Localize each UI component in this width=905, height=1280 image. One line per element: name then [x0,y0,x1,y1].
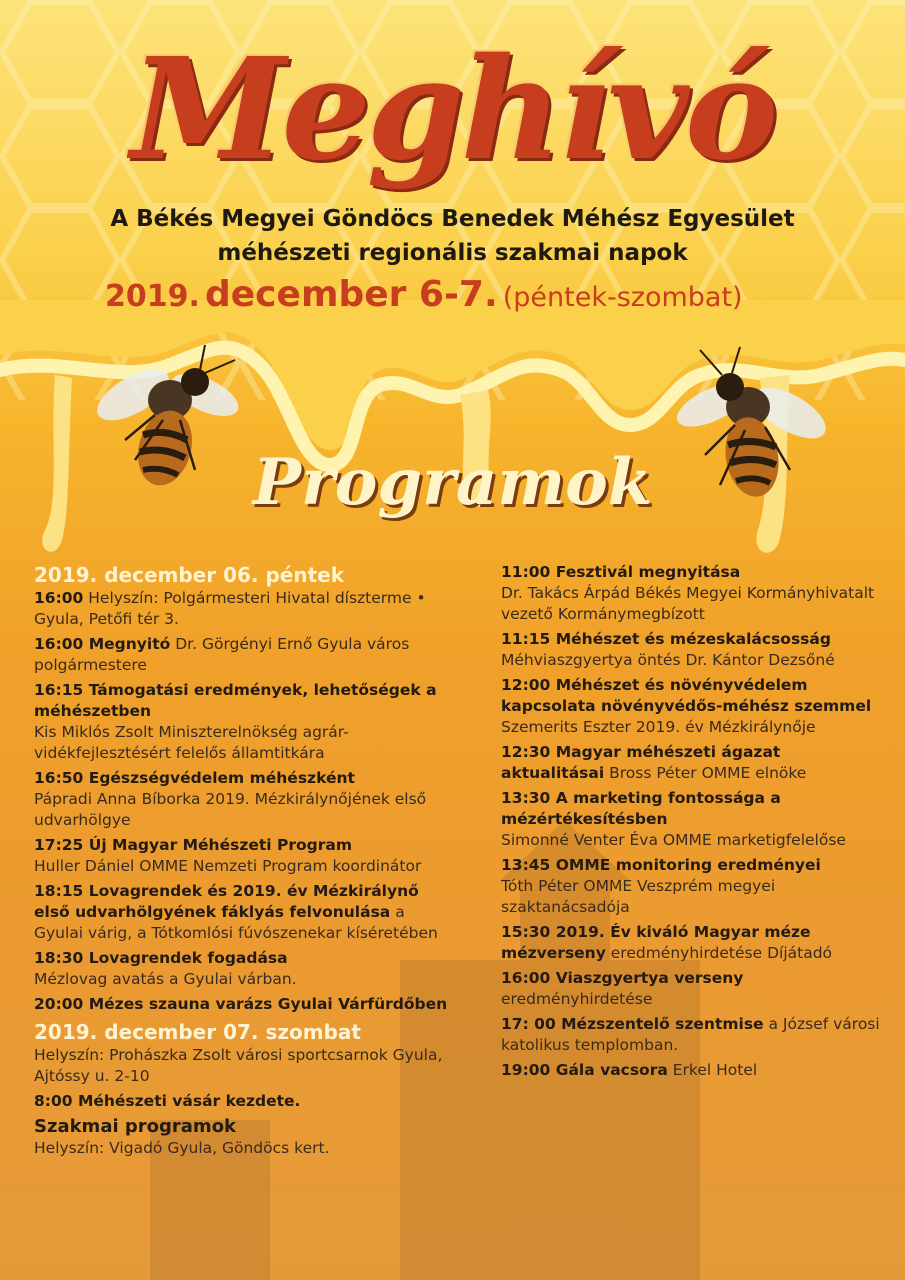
program-item [501,968,881,1010]
program-item [501,788,881,851]
item-details: Kis Miklós Zsolt Miniszterelnökség agrár-vidékfejlesztésért felelős államtitkára [34,723,349,762]
item-details: Mézlovag avatás a Gyulai várban. [34,970,297,988]
program-item [34,634,454,676]
item-time-title: 17: 00 Mézszentelő szentmise [501,1015,764,1033]
market-opening: 8:00 Méhészeti vásár kezdete. [34,1092,301,1110]
organizer-name: A Békés Megyei Göndöcs Benedek Méhész Egyesület [110,206,795,232]
item-time-title: 17:25 Új Magyar Méhészeti Program [34,836,352,854]
program-item [34,680,454,764]
item-details: Simonné Venter Éva OMME marketigfelelőse [501,831,846,849]
item-time-title: 16:00 [34,589,84,607]
item-time-title: 13:45 OMME monitoring eredményei [501,856,821,874]
program-item [501,675,881,738]
item-time-title: 18:15 Lovagrendek és 2019. év Mézkirálynő első udvarhölgyének fáklyás felvonulása [34,882,419,921]
item-details: a Gyulai várig, a Tótkomlósi fúvószenekar kíséretében [34,903,438,942]
program-item [34,768,454,831]
item-details: Helyszín: Polgármesteri Hivatal díszterme • Gyula, Petőfi tér 3. [34,589,426,628]
program-item [501,1060,881,1081]
program-item [501,855,881,918]
item-details: Méhviaszgyertya öntés Dr. Kántor Dezsőné [501,651,835,669]
professional-programs-heading: Szakmai programok [34,1116,237,1137]
program-column-right [501,562,881,1085]
item-details: Huller Dániel OMME Nemzeti Program koordinátor [34,857,422,875]
event-date-main: december 6-7. [205,274,498,315]
item-details: Szemerits Eszter 2019. év Mézkirálynője [501,718,816,736]
item-details: Dr. Takács Árpád Békés Megyei Kormányhivatalt vezető Kormánymegbízott [501,584,875,623]
item-details: eredményhirdetése Díjátadó [605,944,833,962]
day2-heading: 2019. december 07. szombat [34,1020,361,1044]
event-date-year: 2019. [105,279,200,314]
item-details: Tóth Péter OMME Veszprém megyei szaktanácsadója [501,877,776,916]
item-details: eredményhirdetése [501,990,653,1008]
item-time-title: 13:30 A marketing fontossága a mézértékesítésben [501,789,781,828]
item-time-title: 11:00 Fesztivál megnyitása [501,563,741,581]
item-time-title: 16:50 Egészségvédelem méhészként [34,769,355,787]
program-item [501,562,881,625]
item-time-title: 16:00 Megnyitó [34,635,171,653]
program-item [501,629,881,671]
item-time-title: 16:00 Viaszgyertya verseny [501,969,744,987]
program-item [34,881,454,944]
event-date [105,274,743,315]
professional-venue: Helyszín: Vigadó Gyula, Göndöcs kert. [34,1139,330,1157]
item-time-title: 18:30 Lovagrendek fogadása [34,949,288,967]
program-item [34,835,454,877]
event-subtitle: méhészeti regionális szakmai napok [217,240,688,266]
program-item [34,948,454,990]
item-time-title: 12:00 Méhészet és növényvédelem kapcsolata növényvédős-méhész szemmel [501,676,872,715]
item-details: Bross Péter OMME elnöke [604,764,807,782]
item-details: Pápradi Anna Bíborka 2019. Mézkirálynőjének első udvarhölgye [34,790,427,829]
day1-heading: 2019. december 06. péntek [34,563,345,587]
item-time-title: 20:00 Mézes szauna varázs Gyulai Várfürdőben [34,995,448,1013]
program-item [501,922,881,964]
item-details: Dr. Görgényi Ernő Gyula város polgármestere [34,635,410,674]
item-time-title: 11:15 Méhészet és mézeskalácsosság [501,630,831,648]
program-item [34,588,454,630]
programs-title: Programok [252,445,653,520]
event-date-days: (péntek-szombat) [502,282,743,313]
item-details: Erkel Hotel [667,1061,758,1079]
day2-venue: Helyszín: Prohászka Zsolt városi sportcsarnok Gyula, Ajtóssy u. 2-10 [34,1046,443,1085]
program-item [501,742,881,784]
program-column-left [34,562,454,1163]
item-details: a József városi katolikus templomban. [501,1015,880,1054]
invitation-title: Meghívó [130,28,775,192]
program-item [501,1014,881,1056]
item-time-title: 12:30 Magyar méhészeti ágazat aktualitásai [501,743,781,782]
program-item [34,994,454,1015]
item-time-title: 15:30 2019. Év kiváló Magyar méze mézverseny [501,923,811,962]
item-time-title: 16:15 Támogatási eredmények, lehetőségek a méhészetben [34,681,437,720]
item-time-title: 19:00 Gála vacsora [501,1061,668,1079]
